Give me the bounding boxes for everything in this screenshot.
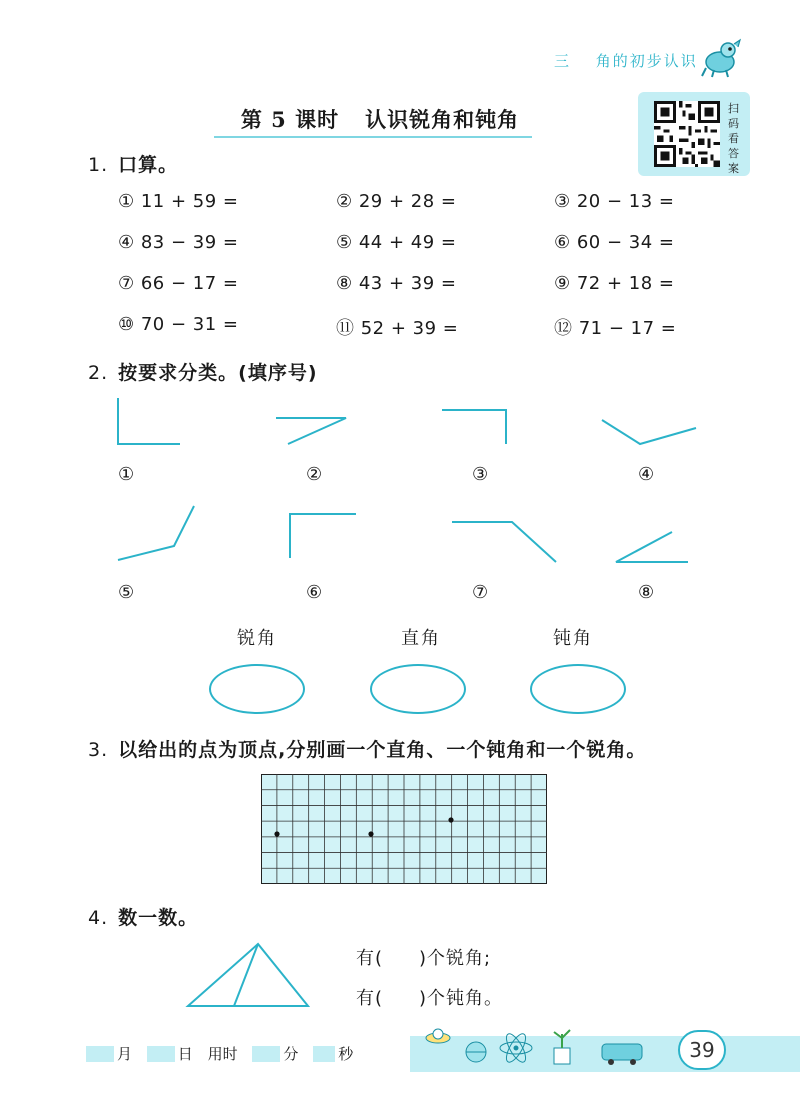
acute-answer-ellipse[interactable] bbox=[209, 664, 305, 714]
figure-label: ④ bbox=[638, 464, 655, 485]
day-blank[interactable] bbox=[147, 1046, 175, 1062]
calc-item: ④ 83 − 39 = bbox=[118, 232, 239, 253]
chapter-number: 三 bbox=[554, 52, 572, 70]
angle-figure-7 bbox=[452, 522, 556, 562]
calc-item: ⑫ 71 − 17 = bbox=[554, 318, 677, 339]
minute-blank[interactable] bbox=[252, 1046, 280, 1062]
title-underline bbox=[214, 136, 532, 138]
drawing-grid[interactable] bbox=[261, 774, 547, 884]
angle-figure-3 bbox=[442, 410, 506, 444]
figure-label: ⑦ bbox=[472, 582, 489, 603]
calc-item: ⑧ 43 + 39 = bbox=[336, 273, 457, 294]
calc-item: ⑨ 72 + 18 = bbox=[554, 273, 675, 294]
triangle-figure bbox=[184, 938, 314, 1010]
figure-label: ⑤ bbox=[118, 582, 135, 603]
angle-figure-1 bbox=[118, 398, 180, 444]
angle-figure-8 bbox=[616, 532, 688, 562]
plant-pot-icon bbox=[554, 1030, 570, 1064]
figure-label: ① bbox=[118, 464, 135, 485]
ufo-icon bbox=[426, 1029, 450, 1043]
category-acute-label: 锐角 bbox=[237, 628, 277, 649]
calc-item: ② 29 + 28 = bbox=[336, 191, 457, 212]
category-right-label: 直角 bbox=[401, 628, 441, 649]
angle-figure-2 bbox=[276, 418, 346, 444]
vertex-dot-1 bbox=[274, 831, 279, 836]
globe-icon bbox=[466, 1042, 486, 1062]
angle-figure-6 bbox=[290, 514, 356, 558]
second-blank[interactable] bbox=[313, 1046, 335, 1062]
angle-figure-5 bbox=[118, 506, 194, 560]
question-1-title: 1. 口算。 bbox=[88, 154, 179, 176]
calc-item: ③ 20 − 13 = bbox=[554, 191, 675, 212]
calc-item: ⑥ 60 − 34 = bbox=[554, 232, 675, 253]
calc-item: ⑤ 44 + 49 = bbox=[336, 232, 457, 253]
month-blank[interactable] bbox=[86, 1046, 114, 1062]
vertex-dot-3 bbox=[448, 817, 453, 822]
figure-label: ③ bbox=[472, 464, 489, 485]
rocket-mascot-icon bbox=[700, 38, 744, 78]
calc-item: ⑩ 70 − 31 = bbox=[118, 314, 239, 335]
count-obtuse-line: 有( )个钝角。 bbox=[356, 988, 504, 1009]
count-acute-line: 有( )个锐角; bbox=[356, 948, 492, 969]
angle-figures bbox=[0, 390, 800, 610]
obtuse-answer-ellipse[interactable] bbox=[530, 664, 626, 714]
qr-code-icon[interactable] bbox=[654, 101, 720, 167]
question-3-title: 3. 以给出的点为顶点,分别画一个直角、一个钝角和一个锐角。 bbox=[88, 739, 647, 761]
study-log: 月 日 用时 分 秒 bbox=[86, 1043, 363, 1064]
figure-label: ⑥ bbox=[306, 582, 323, 603]
bus-icon bbox=[602, 1044, 642, 1065]
angle-figure-4 bbox=[602, 420, 696, 444]
chapter-title: 角的初步认识 bbox=[595, 52, 698, 70]
right-answer-ellipse[interactable] bbox=[370, 664, 466, 714]
footer-illustrations bbox=[418, 1024, 658, 1070]
page-number: 39 bbox=[678, 1030, 726, 1070]
category-obtuse-label: 钝角 bbox=[553, 628, 593, 649]
calc-item: ⑪ 52 + 39 = bbox=[336, 318, 459, 339]
calc-item: ① 11 + 59 = bbox=[118, 191, 239, 212]
atom-icon bbox=[500, 1031, 532, 1065]
qr-caption: 扫 码 看 答 案 bbox=[728, 102, 739, 175]
calc-item: ⑦ 66 − 17 = bbox=[118, 273, 239, 294]
figure-label: ② bbox=[306, 464, 323, 485]
lesson-number: 第 5 课时 bbox=[240, 107, 340, 132]
chapter-header bbox=[554, 50, 698, 71]
figure-label: ⑧ bbox=[638, 582, 655, 603]
lesson-name: 认识锐角和钝角 bbox=[365, 107, 520, 132]
question-4-title: 4. 数一数。 bbox=[88, 907, 199, 929]
question-2-title: 2. 按要求分类。(填序号) bbox=[88, 362, 318, 384]
vertex-dot-2 bbox=[368, 831, 373, 836]
